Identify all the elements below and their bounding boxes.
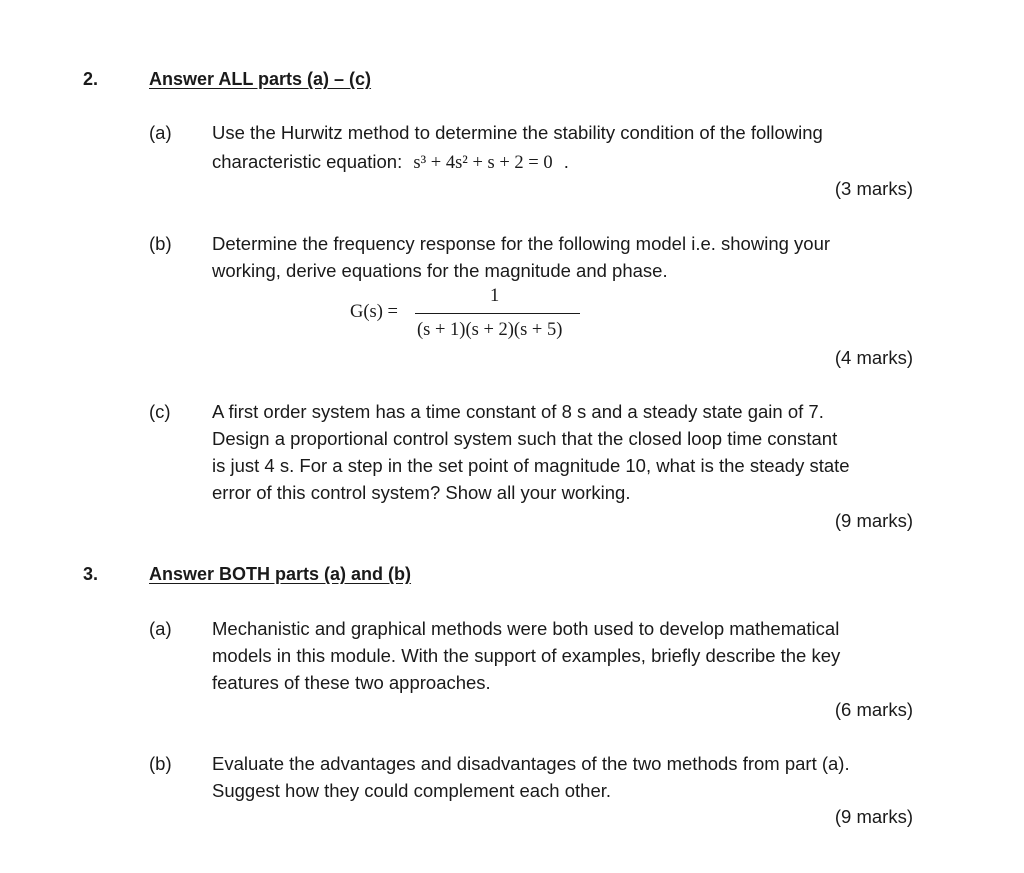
q2-part-c-label: (c) (149, 401, 171, 422)
q2-part-a-marks: (3 marks) (834, 178, 913, 199)
q2-part-b-text (212, 230, 924, 284)
q2-part-a-line-1: Use the Hurwitz method to determine the stability condition of the following (212, 122, 823, 143)
question-2-heading: Answer ALL parts (a) – (c) (149, 69, 372, 89)
q3-part-a-label: (a) (149, 618, 172, 639)
q2-part-a-label: (a) (149, 122, 172, 143)
question-3-number: 3. (83, 564, 99, 584)
q2-part-c-line-3: is just 4 s. For a step in the set point of magnitude 10, what is the steady state (212, 455, 850, 476)
q2-part-b-label: (b) (149, 233, 172, 254)
q2-part-b-line-2: working, derive equations for the magnitude and phase. (212, 260, 668, 281)
q2-part-b-line-1: Determine the frequency response for the following model i.e. showing your (212, 233, 831, 254)
q3-part-a-line-3: features of these two approaches. (212, 672, 491, 693)
q2-part-c-line-2: Design a proportional control system such that the closed loop time constant (212, 428, 838, 449)
question-2-number: 2. (83, 69, 99, 89)
q2-part-a-line-2-prefix: characteristic equation: (212, 151, 403, 172)
q3-part-b-text (212, 750, 924, 804)
characteristic-equation-text: s³ + 4s² + s + 2 = 0 (413, 153, 553, 173)
q3-part-b-label: (b) (149, 753, 172, 774)
q3-part-a-line-1: Mechanistic and graphical methods were both used to develop mathematical (212, 618, 840, 639)
q2-part-a-line-2 (212, 148, 924, 177)
q2-part-c-text (212, 398, 924, 506)
fraction-bar (415, 313, 580, 314)
q2-part-c-marks: (9 marks) (834, 510, 913, 531)
q3-part-b-line-1: Evaluate the advantages and disadvantages of the two methods from part (a). (212, 753, 850, 774)
transfer-function-lhs: G(s) = (350, 302, 398, 322)
question-3-heading: Answer BOTH parts (a) and (b) (149, 564, 412, 584)
q3-part-a-marks: (6 marks) (834, 699, 913, 720)
q3-part-a-line-2: models in this module. With the support of examples, briefly describe the key (212, 645, 841, 666)
q3-part-a-text (212, 615, 924, 696)
q2-part-b-marks: (4 marks) (834, 347, 913, 368)
q2-part-a-text (212, 119, 924, 177)
characteristic-equation (413, 153, 552, 173)
q3-part-b-line-2: Suggest how they could complement each other. (212, 780, 612, 801)
q2-part-a-line-2-suffix: . (563, 151, 569, 172)
transfer-function-denominator: (s + 1)(s + 2)(s + 5) (417, 320, 563, 340)
transfer-function-numerator: 1 (490, 286, 500, 306)
q3-part-b-marks: (9 marks) (834, 806, 913, 827)
q2-part-c-line-1: A first order system has a time constant of 8 s and a steady state gain of 7. (212, 401, 824, 422)
q2-part-c-line-4: error of this control system? Show all your working. (212, 482, 631, 503)
